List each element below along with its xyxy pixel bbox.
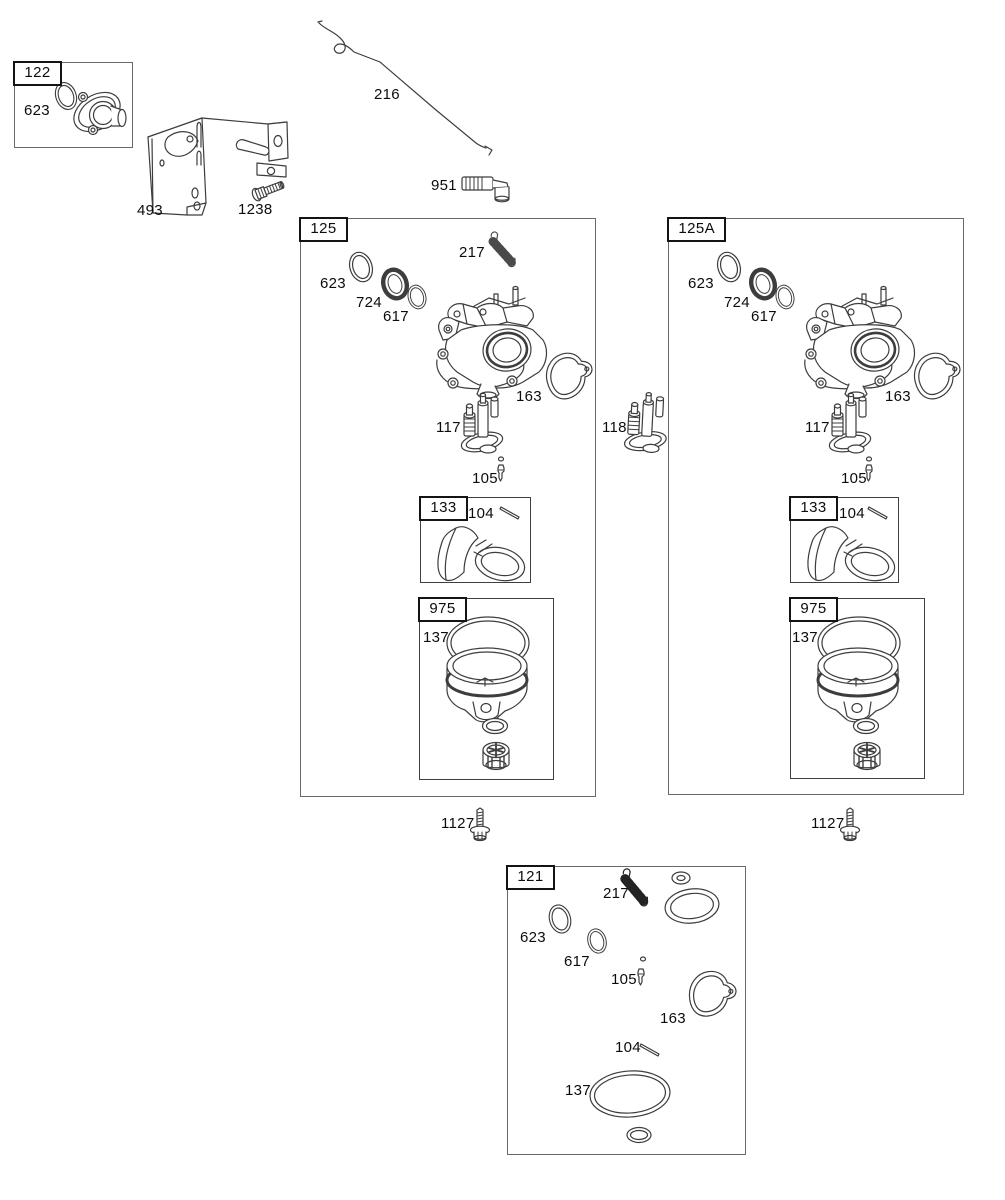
part-label-617: 617 — [564, 953, 590, 970]
oring-617-box121-drawing — [585, 927, 609, 956]
part-label-623: 623 — [320, 275, 346, 292]
group-box-121-label: 121 — [506, 865, 554, 890]
solenoid-117-box125a-drawing — [828, 393, 873, 455]
washer-box121-drawing — [672, 872, 690, 884]
screw-1127-left-drawing — [471, 808, 490, 841]
large-oring-box121-drawing — [663, 886, 721, 926]
part-label-163: 163 — [660, 1010, 686, 1027]
part-label-951: 951 — [431, 177, 457, 194]
part-label-105: 105 — [611, 971, 637, 988]
group-box-125-label: 125 — [299, 217, 347, 242]
part-label-623: 623 — [520, 929, 546, 946]
oring-137-box121-drawing — [588, 1068, 671, 1119]
pin-104-box125a-drawing — [868, 507, 887, 519]
needle-105-box121-drawing — [638, 969, 644, 985]
seal-724-box125a-drawing — [748, 267, 779, 302]
seal-724-box125-drawing — [380, 267, 411, 302]
group-box-125a-label: 125A — [667, 217, 726, 242]
part-label-137: 137 — [792, 629, 818, 646]
part-label-163: 163 — [885, 388, 911, 405]
gasket-163-box125a-drawing — [912, 351, 961, 401]
small-oring-box121-drawing — [627, 1128, 651, 1143]
part-label-163: 163 — [516, 388, 542, 405]
gasket-163-box125-drawing — [544, 351, 593, 401]
group-box-975-right-label: 975 — [789, 597, 837, 622]
part-label-105: 105 — [472, 470, 498, 487]
needle-105-box125-drawing — [498, 465, 504, 481]
oring-623-box121-drawing — [546, 902, 574, 935]
part-label-1127: 1127 — [811, 815, 845, 832]
part-label-105: 105 — [841, 470, 867, 487]
spring-217-box125-drawing — [485, 231, 520, 268]
bowl-kit-975-box125-drawing — [447, 617, 529, 770]
part-label-617: 617 — [751, 308, 777, 325]
gasket-163-box121-drawing — [683, 966, 740, 1024]
part-label-117: 117 — [805, 419, 830, 436]
group-box-133-right-label: 133 — [789, 496, 837, 521]
bowl-kit-975-box125a-drawing — [818, 617, 900, 770]
float-box125a-drawing — [808, 527, 898, 586]
part-label-118: 118 — [602, 419, 627, 436]
part-label-617: 617 — [383, 308, 409, 325]
part-label-117: 117 — [436, 419, 461, 436]
part-label-217: 217 — [603, 885, 629, 902]
carburetor-body-box125-drawing — [437, 287, 547, 399]
part-label-137: 137 — [423, 629, 449, 646]
part-label-724: 724 — [356, 294, 382, 311]
needle-105-box125a-drawing — [866, 465, 872, 481]
spring-217-box121-drawing — [617, 868, 653, 908]
part-label-724: 724 — [724, 294, 750, 311]
part-label-623: 623 — [688, 275, 714, 292]
seat-dot-box121-drawing — [641, 957, 646, 961]
linkage-rod-216-drawing — [318, 21, 492, 155]
screw-1127-right-drawing — [841, 808, 860, 841]
oring-623-box122-drawing — [52, 80, 80, 113]
bolt-1238-drawing — [251, 178, 286, 202]
part-label-217: 217 — [459, 244, 485, 261]
part-label-104: 104 — [468, 505, 494, 522]
pin-104-box125-drawing — [500, 507, 519, 519]
part-label-216: 216 — [374, 86, 400, 103]
part-label-137: 137 — [565, 1082, 591, 1099]
carburetor-body-box125a-drawing — [805, 287, 915, 399]
solenoid-117-box125-drawing — [460, 393, 505, 455]
seat-dot-box125a-drawing — [867, 457, 872, 461]
solenoid-118-drawing — [622, 391, 670, 455]
part-label-1238: 1238 — [238, 201, 273, 218]
part-label-623: 623 — [24, 102, 50, 119]
part-label-1127: 1127 — [441, 815, 475, 832]
bracket-493-drawing — [148, 118, 288, 215]
group-box-133-left-label: 133 — [419, 496, 467, 521]
part-label-104: 104 — [839, 505, 865, 522]
group-box-975-left-label: 975 — [418, 597, 466, 622]
seat-dot-box125-drawing — [499, 457, 504, 461]
group-box-122-label: 122 — [13, 61, 61, 86]
oring-623-box125a-drawing — [714, 249, 744, 284]
oring-623-box125-drawing — [346, 249, 376, 284]
part-label-493: 493 — [137, 202, 163, 219]
float-box125-drawing — [438, 527, 528, 586]
pin-104-box121-drawing — [640, 1044, 659, 1056]
fitting-951-drawing — [462, 177, 509, 202]
part-label-104: 104 — [615, 1039, 641, 1056]
